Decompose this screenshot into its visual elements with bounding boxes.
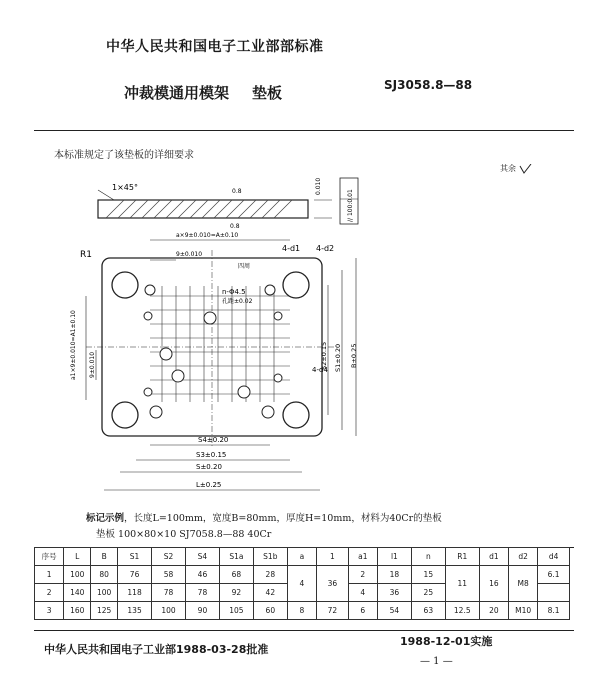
table-cell: 36 — [377, 584, 411, 602]
table-cell: 20 — [479, 602, 508, 620]
table-cell: 18 — [377, 566, 411, 584]
table-cell: 118 — [118, 584, 152, 602]
table-cell: 36 — [317, 566, 349, 602]
table-cell: 2 — [35, 584, 64, 602]
table-cell: 135 — [118, 602, 152, 620]
table-header-cell: S1b — [253, 548, 287, 566]
table-cell: 11 — [445, 566, 479, 602]
table-cell — [538, 584, 570, 602]
table-cell: 1 — [35, 566, 64, 584]
table-cell: 25 — [411, 584, 445, 602]
r1-label: R1 — [80, 250, 92, 260]
table-row — [35, 602, 570, 620]
table-cell: 15 — [411, 566, 445, 584]
table-cell: 58 — [152, 566, 186, 584]
table-header-cell: a1 — [348, 548, 377, 566]
table-cell: 125 — [91, 602, 118, 620]
table-header-cell: R1 — [445, 548, 479, 566]
pitch-label: 9±0.010 — [176, 251, 203, 258]
table-cell: 2 — [348, 566, 377, 584]
table-cell: 3 — [35, 602, 64, 620]
table-cell: 92 — [219, 584, 253, 602]
table-cell: 6.1 — [538, 566, 570, 584]
table-cell: 72 — [317, 602, 349, 620]
table-header-cell: l1 — [377, 548, 411, 566]
4d2-label: 4-d2 — [316, 244, 335, 253]
table-header-cell: B — [91, 548, 118, 566]
table-cell: 16 — [479, 566, 508, 602]
table-cell: 140 — [64, 584, 91, 602]
parallelism-frame: // 100:0.01 — [347, 189, 354, 222]
table-cell: 4 — [348, 584, 377, 602]
marking-example-label: 标记示例 — [86, 513, 125, 524]
table-header-cell: d4 — [538, 548, 570, 566]
table-cell: 80 — [91, 566, 118, 584]
table-cell: 160 — [64, 602, 91, 620]
table-cell: 8.1 — [538, 602, 570, 620]
intro-text: 本标准规定了该垫板的详细要求 — [54, 150, 194, 161]
4d4-label: 4-d4 — [312, 366, 328, 374]
left-pitch-label: 9±0.010 — [89, 351, 96, 378]
s4-label: S4±0.20 — [198, 436, 229, 444]
table-header-cell: S1 — [118, 548, 152, 566]
marking-example-line1 — [86, 511, 506, 527]
table-cell: 4 — [287, 566, 316, 602]
effective-date: 1988-12-01实施 — [400, 635, 493, 648]
marking-example — [86, 511, 506, 543]
table-header-cell: n — [411, 548, 445, 566]
standard-number: SJ3058.8—88 — [384, 78, 473, 92]
table-cell: 28 — [253, 566, 287, 584]
roughness-08-label: 0.8 — [232, 188, 242, 195]
s3-label: S3±0.15 — [196, 451, 227, 459]
table-cell: 105 — [219, 602, 253, 620]
table-header-cell: L — [64, 548, 91, 566]
page-number: — 1 — — [420, 656, 453, 667]
hole-spacing-label: 孔距±0.02 — [222, 298, 253, 305]
table-cell: 100 — [91, 584, 118, 602]
b-label: B±0.25 — [350, 343, 358, 368]
table-header-cell: S2 — [152, 548, 186, 566]
direction-label: 四周 — [238, 263, 251, 270]
table-header-row — [35, 548, 570, 566]
marking-example-line2: 垫板 100×80×10 SJ7058.8—88 40Cr — [96, 529, 272, 540]
table-cell: 100 — [152, 602, 186, 620]
n-hole-label: n-Φ4.5 — [222, 288, 246, 296]
l-label: L±0.25 — [196, 481, 222, 489]
table-cell: 78 — [185, 584, 219, 602]
a1-dim-label: a1×9±0.010=A1±0.10 — [70, 310, 77, 380]
table-header-cell: S4 — [185, 548, 219, 566]
table-header-cell: d2 — [509, 548, 538, 566]
table-header-cell: d1 — [479, 548, 508, 566]
table-cell: 60 — [253, 602, 287, 620]
table-cell: 46 — [185, 566, 219, 584]
table-cell: 63 — [411, 602, 445, 620]
table-header-cell: a — [287, 548, 316, 566]
table-cell: 12.5 — [445, 602, 479, 620]
table-cell: 90 — [185, 602, 219, 620]
table-cell: 54 — [377, 602, 411, 620]
s-label: S±0.20 — [196, 463, 222, 471]
table-cell: 76 — [118, 566, 152, 584]
marking-example-text: ，长度L=100mm，宽度B=80mm，厚度H=10mm，材料为40Cr的垫板 — [124, 513, 442, 524]
page-title: 冲裁模通用模架 — [124, 84, 230, 102]
table-cell: M8 — [509, 566, 538, 602]
roughness-label: 其余 — [500, 164, 516, 173]
table-header-cell: 1 — [317, 548, 349, 566]
table-cell: 78 — [152, 584, 186, 602]
table-cell: 68 — [219, 566, 253, 584]
table-cell: 6 — [348, 602, 377, 620]
flatness-tolerance: 0.010 — [315, 177, 322, 195]
4d1-label: 4-d1 — [282, 244, 301, 253]
a-dim-label: a×9±0.010=A±0.10 — [176, 232, 239, 239]
table-cell: 100 — [64, 566, 91, 584]
table-header-cell: S1a — [219, 548, 253, 566]
spec-table — [34, 547, 570, 620]
org-standard-header: 中华人民共和国电子工业部部标准 — [106, 39, 324, 55]
table-row — [35, 566, 570, 584]
table-header-cell: 序号 — [35, 548, 64, 566]
table-cell: 42 — [253, 584, 287, 602]
table-cell: M10 — [509, 602, 538, 620]
page-subtitle: 垫板 — [252, 84, 283, 102]
footer-divider — [34, 630, 574, 631]
chamfer-label: 1×45° — [112, 183, 138, 192]
s2-label: S2±0.15 — [320, 341, 328, 370]
table-cell: 8 — [287, 602, 316, 620]
approval-note: 中华人民共和国电子工业部1988-03-28批准 — [44, 643, 269, 656]
s1-label: S1±0.20 — [334, 343, 342, 372]
roughness-08-bottom-label: 0.8 — [230, 223, 240, 230]
